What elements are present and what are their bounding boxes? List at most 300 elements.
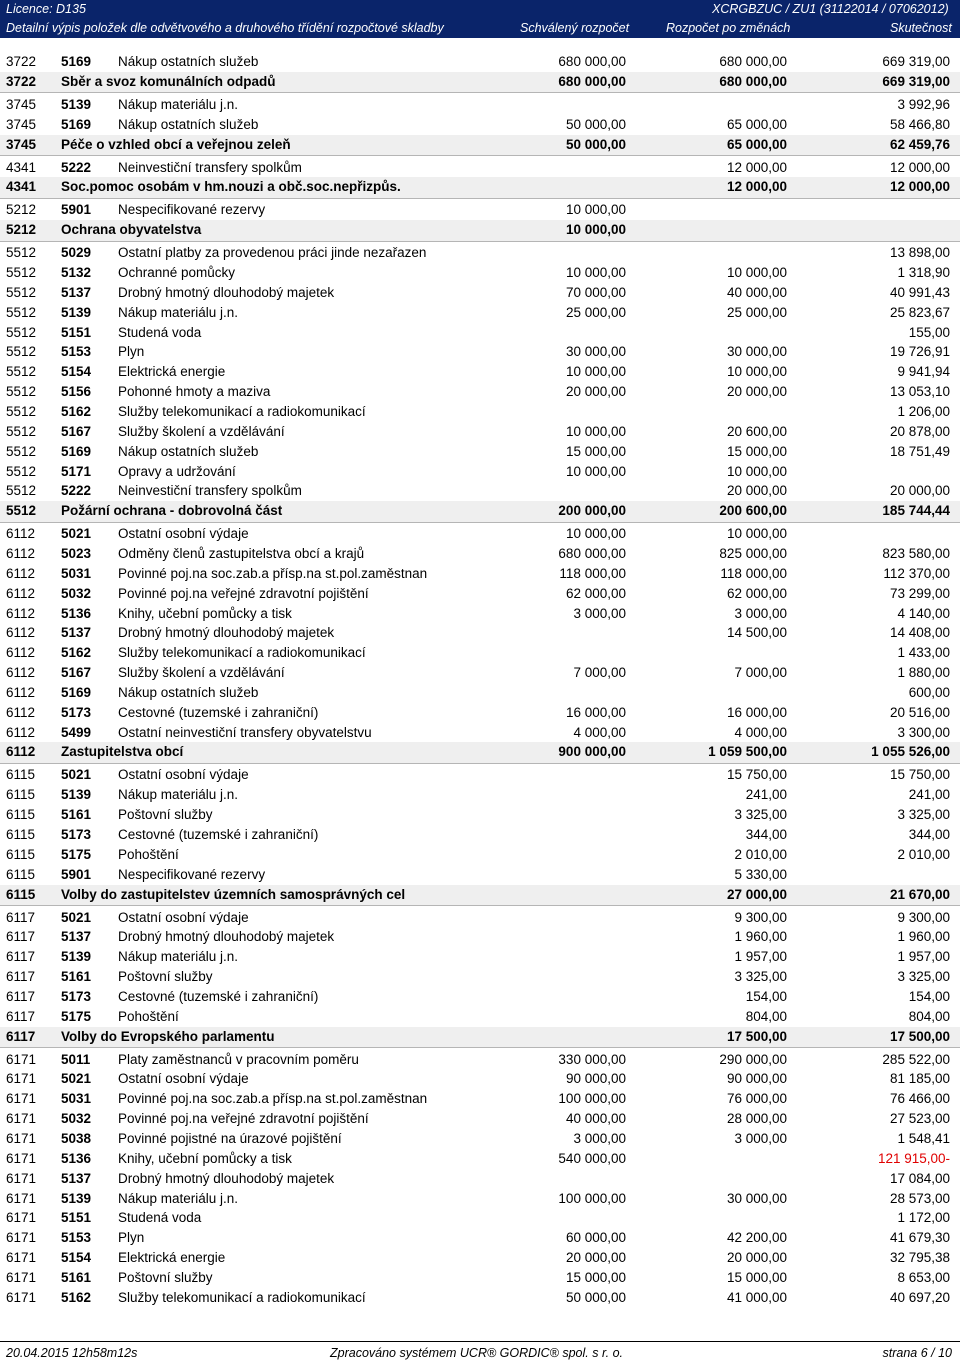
cell-name: Ostatní neinvestiční transfery obyvatelstvu — [118, 724, 372, 740]
cell-item-code: 5031 — [61, 565, 92, 581]
table-row — [0, 987, 960, 1007]
section-total-row — [0, 501, 960, 523]
cell-name: Zastupitelstva obcí — [61, 744, 184, 760]
cell-actual: 17 500,00 — [889, 1028, 950, 1044]
cell-paragraph: 6171 — [6, 1230, 37, 1246]
cell-name: Nákup materiálu j.n. — [118, 787, 239, 803]
cell-actual: 12 000,00 — [889, 159, 950, 175]
cell-name: Nákup materiálu j.n. — [118, 949, 239, 965]
cell-name: Soc.pomoc osobám v hm.nouzi a obč.soc.nepřizpůs. — [61, 179, 401, 195]
cell-name: Nákup ostatních služeb — [118, 443, 259, 459]
cell-revised: 5 330,00 — [734, 866, 787, 882]
table-row — [0, 683, 960, 703]
table-row — [0, 1069, 960, 1089]
cell-revised: 12 000,00 — [726, 179, 787, 195]
cell-actual: 1 960,00 — [897, 929, 950, 945]
cell-paragraph: 6117 — [6, 909, 36, 925]
cell-approved: 50 000,00 — [565, 136, 626, 152]
table-row — [0, 1288, 960, 1308]
table-row — [0, 382, 960, 402]
cell-actual: 1 548,41 — [897, 1130, 950, 1146]
cell-item-code: 5032 — [61, 1111, 92, 1127]
table-row — [0, 323, 960, 343]
cell-item-code: 5153 — [61, 1230, 92, 1246]
table-row — [0, 825, 960, 845]
cell-name: Povinné poj.na soc.zab.a přísp.na st.pol.zaměstnan — [118, 565, 428, 581]
cell-approved: 10 000,00 — [565, 526, 626, 542]
cell-paragraph: 6117 — [6, 949, 36, 965]
cell-actual: 20 878,00 — [889, 423, 950, 439]
cell-revised: 3 325,00 — [734, 969, 787, 985]
cell-name: Drobný hmotný dlouhodobý majetek — [118, 929, 335, 945]
cell-item-code: 5031 — [61, 1091, 92, 1107]
cell-item-code: 5901 — [61, 202, 92, 218]
cell-name: Opravy a udržování — [118, 463, 236, 479]
cell-item-code: 5222 — [61, 159, 92, 175]
cell-revised: 4 000,00 — [734, 724, 787, 740]
table-row — [0, 1189, 960, 1209]
cell-actual: 32 795,38 — [889, 1250, 950, 1266]
section-total-row — [0, 177, 960, 199]
cell-revised: 40 000,00 — [726, 284, 787, 300]
cell-revised: 76 000,00 — [726, 1091, 787, 1107]
table-row — [0, 158, 960, 178]
cell-actual: 18 751,49 — [889, 443, 950, 459]
cell-revised: 20 600,00 — [726, 423, 787, 439]
table-row — [0, 422, 960, 442]
cell-name: Povinné poj.na veřejné zdravotní pojištění — [118, 1111, 369, 1127]
cell-revised: 27 000,00 — [726, 886, 787, 902]
cell-item-code: 5137 — [61, 284, 92, 300]
cell-revised: 680 000,00 — [719, 54, 787, 69]
cell-item-code: 5167 — [61, 423, 92, 439]
cell-item-code: 5171 — [61, 463, 92, 479]
table-row — [0, 303, 960, 323]
cell-item-code: 5032 — [61, 585, 92, 601]
cell-approved: 330 000,00 — [558, 1051, 626, 1067]
cell-actual: 600,00 — [908, 684, 950, 700]
cell-revised: 3 000,00 — [734, 1130, 787, 1146]
cell-item-code: 5161 — [61, 1269, 92, 1285]
cell-paragraph: 5512 — [6, 483, 37, 499]
cell-item-code: 5169 — [61, 443, 92, 459]
cell-approved: 15 000,00 — [565, 1269, 626, 1285]
cell-paragraph: 5512 — [6, 503, 37, 519]
table-row — [0, 283, 960, 303]
cell-actual: 3 300,00 — [897, 724, 950, 740]
cell-name: Drobný hmotný dlouhodobý majetek — [118, 625, 335, 641]
cell-paragraph: 6115 — [6, 846, 36, 862]
report-footer — [0, 1341, 960, 1363]
cell-item-code: 5021 — [61, 526, 92, 542]
cell-revised: 30 000,00 — [726, 344, 787, 360]
cell-item-code: 5029 — [61, 245, 92, 261]
cell-paragraph: 3745 — [6, 136, 37, 152]
cell-actual: 21 670,00 — [889, 886, 950, 902]
cell-name: Nákup materiálu j.n. — [118, 304, 239, 320]
cell-approved: 100 000,00 — [558, 1190, 626, 1206]
cell-name: Nákup materiálu j.n. — [118, 96, 239, 112]
cell-actual: 155,00 — [908, 324, 950, 340]
cell-name: Ochrana obyvatelstva — [61, 222, 202, 238]
cell-paragraph: 6112 — [6, 724, 36, 740]
cell-item-code: 5021 — [61, 909, 92, 925]
cell-revised: 15 750,00 — [726, 767, 787, 783]
cell-paragraph: 6115 — [6, 886, 36, 902]
cell-paragraph: 5512 — [6, 344, 37, 360]
cell-item-code: 5162 — [61, 645, 92, 661]
cell-name: Povinné pojistné na úrazové pojištění — [118, 1130, 342, 1146]
cell-name: Sběr a svoz komunálních odpadů — [61, 73, 276, 89]
cell-name: Nákup ostatních služeb — [118, 116, 259, 132]
cell-name: Pohoštění — [118, 1008, 179, 1024]
cell-name: Volby do zastupitelstev územních samosprávných cel — [61, 886, 406, 902]
cell-actual: 41 679,30 — [889, 1230, 950, 1246]
cell-actual: 1 172,00 — [897, 1210, 950, 1226]
cell-actual: 2 010,00 — [897, 846, 950, 862]
cell-revised: 9 300,00 — [734, 909, 787, 925]
cell-approved: 900 000,00 — [558, 744, 626, 760]
table-row — [0, 1208, 960, 1228]
cell-revised: 344,00 — [745, 827, 787, 842]
cell-paragraph: 3722 — [6, 73, 37, 89]
cell-paragraph: 3745 — [6, 96, 37, 112]
cell-actual: 3 325,00 — [897, 807, 950, 823]
table-row — [0, 462, 960, 482]
cell-item-code: 5023 — [61, 546, 92, 562]
cell-approved: 20 000,00 — [565, 1250, 626, 1266]
cell-approved: 200 000,00 — [558, 503, 626, 519]
table-row — [0, 544, 960, 564]
cell-revised: 1 960,00 — [734, 929, 787, 945]
section-total-row — [0, 742, 960, 764]
table-row — [0, 1129, 960, 1149]
cell-revised: 10 000,00 — [726, 463, 787, 479]
cell-approved: 118 000,00 — [559, 565, 626, 581]
cell-actual: 81 185,00 — [889, 1071, 950, 1087]
cell-paragraph: 6115 — [6, 807, 36, 823]
cell-paragraph: 6115 — [6, 827, 36, 842]
table-row — [0, 908, 960, 928]
column-header-actual: Skutečnost — [890, 21, 952, 35]
cell-revised: 17 500,00 — [726, 1028, 787, 1044]
cell-revised: 3 325,00 — [734, 807, 787, 823]
cell-name: Studená voda — [118, 324, 202, 340]
table-row — [0, 805, 960, 825]
cell-paragraph: 5512 — [6, 265, 37, 281]
table-row — [0, 1109, 960, 1129]
cell-actual: 3 992,96 — [897, 96, 950, 112]
cell-name: Ostatní osobní výdaje — [118, 1071, 249, 1087]
cell-item-code: 5139 — [61, 96, 92, 112]
cell-paragraph: 6171 — [6, 1130, 37, 1146]
cell-actual: 12 000,00 — [889, 179, 950, 195]
cell-name: Plyn — [118, 1230, 145, 1246]
cell-name: Cestovné (tuzemské i zahraniční) — [118, 988, 319, 1004]
cell-paragraph: 6112 — [6, 744, 36, 760]
cell-revised: 15 000,00 — [726, 1269, 787, 1285]
cell-actual: 25 823,67 — [889, 304, 950, 320]
section-total-row — [0, 885, 960, 907]
cell-revised: 2 010,00 — [734, 846, 787, 862]
table-row — [0, 564, 960, 584]
cell-item-code: 5162 — [61, 1289, 92, 1305]
cell-name: Pohoštění — [118, 846, 179, 862]
cell-revised: 118 000,00 — [720, 565, 787, 581]
table-row — [0, 524, 960, 544]
cell-item-code: 5153 — [61, 344, 92, 360]
table-row — [0, 362, 960, 382]
cell-item-code: 5011 — [61, 1051, 91, 1067]
footer-page-number: strana 6 / 10 — [882, 1346, 952, 1360]
cell-paragraph: 6117 — [6, 929, 36, 945]
cell-name: Plyn — [118, 344, 145, 360]
cell-revised: 200 600,00 — [719, 503, 787, 519]
table-row — [0, 1149, 960, 1169]
cell-paragraph: 6171 — [6, 1150, 37, 1166]
table-row — [0, 442, 960, 462]
cell-name: Drobný hmotný dlouhodobý majetek — [118, 284, 335, 300]
cell-item-code: 5175 — [61, 1008, 92, 1024]
cell-actual: 9 300,00 — [897, 909, 950, 925]
cell-paragraph: 5512 — [6, 384, 37, 400]
cell-paragraph: 6171 — [6, 1269, 37, 1285]
cell-actual: 1 055 526,00 — [871, 744, 950, 760]
cell-approved: 60 000,00 — [565, 1230, 626, 1246]
cell-revised: 3 000,00 — [734, 605, 787, 621]
cell-actual: 3 325,00 — [897, 969, 950, 985]
cell-name: Drobný hmotný dlouhodobý majetek — [118, 1170, 335, 1186]
cell-item-code: 5139 — [61, 949, 92, 965]
cell-paragraph: 6171 — [6, 1111, 37, 1127]
cell-name: Péče o vzhled obcí a veřejnou zeleň — [61, 136, 291, 152]
cell-approved: 15 000,00 — [565, 443, 626, 459]
cell-approved: 10 000,00 — [565, 364, 626, 380]
cell-name: Neinvestiční transfery spolkům — [118, 159, 302, 175]
table-row — [0, 1007, 960, 1027]
cell-item-code: 5139 — [61, 304, 92, 320]
table-row — [0, 1169, 960, 1189]
cell-revised: 65 000,00 — [726, 116, 787, 132]
report-code: XCRGBZUC / ZU1 (31122014 / 07062012) — [712, 2, 949, 16]
cell-name: Služby školení a vzdělávání — [118, 423, 285, 439]
cell-revised: 804,00 — [745, 1008, 787, 1024]
report-header — [0, 0, 960, 38]
cell-item-code: 5169 — [61, 684, 92, 700]
cell-paragraph: 6117 — [6, 1008, 36, 1024]
cell-actual: 154,00 — [908, 988, 950, 1004]
cell-revised: 90 000,00 — [726, 1071, 787, 1087]
cell-approved: 50 000,00 — [565, 116, 626, 132]
cell-paragraph: 6171 — [6, 1289, 37, 1305]
cell-paragraph: 3745 — [6, 116, 37, 132]
budget-table — [0, 52, 960, 1308]
column-header-approved: Schválený rozpočet — [520, 21, 630, 35]
cell-name: Elektrická energie — [118, 364, 226, 380]
cell-revised: 20 000,00 — [726, 483, 787, 499]
cell-actual: 73 299,00 — [889, 585, 950, 601]
cell-paragraph: 6171 — [6, 1250, 37, 1266]
footer-processed-by: Zpracováno systémem UCR® GORDIC® spol. s r. o. — [330, 1346, 624, 1360]
cell-paragraph: 6117 — [6, 988, 36, 1004]
cell-name: Volby do Evropského parlamentu — [61, 1028, 275, 1044]
cell-approved: 4 000,00 — [573, 724, 626, 740]
cell-approved: 30 000,00 — [565, 344, 626, 360]
cell-item-code: 5173 — [61, 988, 92, 1004]
cell-item-code: 5173 — [61, 827, 92, 842]
table-row — [0, 947, 960, 967]
cell-paragraph: 6112 — [6, 704, 36, 720]
cell-actual: 40 697,20 — [889, 1289, 950, 1305]
cell-actual: 76 466,00 — [889, 1091, 950, 1107]
cell-item-code: 5139 — [61, 1190, 92, 1206]
cell-actual: 669 319,00 — [882, 54, 950, 69]
cell-name: Elektrická energie — [118, 1250, 226, 1266]
cell-approved: 3 000,00 — [573, 605, 626, 621]
cell-paragraph: 5512 — [6, 403, 37, 419]
cell-item-code: 5137 — [61, 625, 92, 641]
cell-approved: 40 000,00 — [565, 1111, 626, 1127]
cell-revised: 10 000,00 — [726, 526, 787, 542]
cell-name: Odměny členů zastupitelstva obcí a krajů — [118, 546, 365, 562]
table-row — [0, 1268, 960, 1288]
cell-actual: 669 319,00 — [882, 73, 950, 89]
cell-actual: 13 053,10 — [889, 384, 950, 400]
cell-item-code: 5901 — [61, 866, 92, 882]
cell-paragraph: 6112 — [6, 645, 36, 661]
cell-approved: 16 000,00 — [565, 704, 626, 720]
table-row — [0, 243, 960, 263]
cell-approved: 10 000,00 — [565, 463, 626, 479]
cell-approved: 10 000,00 — [565, 423, 626, 439]
cell-name: Požární ochrana - dobrovolná část — [61, 503, 283, 519]
cell-actual: 8 653,00 — [897, 1269, 950, 1285]
cell-actual: 15 750,00 — [889, 767, 950, 783]
cell-paragraph: 6117 — [6, 969, 36, 985]
cell-paragraph: 5512 — [6, 443, 37, 459]
cell-paragraph: 6171 — [6, 1071, 37, 1087]
cell-name: Nákup ostatních služeb — [118, 684, 259, 700]
cell-approved: 10 000,00 — [565, 265, 626, 281]
cell-approved: 90 000,00 — [565, 1071, 626, 1087]
cell-paragraph: 6112 — [6, 684, 36, 700]
cell-name: Nákup materiálu j.n. — [118, 1190, 239, 1206]
cell-approved: 680 000,00 — [558, 73, 626, 89]
cell-actual: 804,00 — [908, 1008, 950, 1024]
licence-label: Licence: D135 — [6, 2, 86, 16]
cell-name: Knihy, učební pomůcky a tisk — [118, 1150, 292, 1166]
cell-paragraph: 6112 — [6, 526, 36, 542]
cell-item-code: 5169 — [61, 54, 92, 69]
cell-item-code: 5167 — [61, 665, 92, 681]
cell-revised: 25 000,00 — [726, 304, 787, 320]
cell-paragraph: 6117 — [6, 1028, 36, 1044]
table-row — [0, 723, 960, 743]
cell-approved: 100 000,00 — [558, 1091, 626, 1107]
table-row — [0, 663, 960, 683]
cell-revised: 62 000,00 — [726, 585, 787, 601]
cell-item-code: 5154 — [61, 364, 92, 380]
cell-approved: 62 000,00 — [565, 585, 626, 601]
cell-paragraph: 5512 — [6, 284, 37, 300]
table-row — [0, 703, 960, 723]
cell-revised: 20 000,00 — [726, 1250, 787, 1266]
cell-name: Cestovné (tuzemské i zahraniční) — [118, 827, 319, 842]
cell-item-code: 5173 — [61, 704, 92, 720]
cell-revised: 30 000,00 — [726, 1190, 787, 1206]
cell-paragraph: 5512 — [6, 245, 37, 261]
section-total-row — [0, 135, 960, 157]
cell-approved: 680 000,00 — [558, 54, 626, 69]
cell-paragraph: 6112 — [6, 565, 36, 581]
table-row — [0, 643, 960, 663]
table-row — [0, 481, 960, 501]
table-row — [0, 765, 960, 785]
cell-paragraph: 6112 — [6, 546, 36, 562]
cell-paragraph: 6112 — [6, 585, 36, 601]
table-row — [0, 623, 960, 643]
cell-approved: 50 000,00 — [565, 1289, 626, 1305]
cell-actual: 27 523,00 — [889, 1111, 950, 1127]
section-total-row — [0, 1027, 960, 1049]
footer-timestamp: 20.04.2015 12h58m12s — [6, 1346, 138, 1360]
cell-name: Nákup ostatních služeb — [118, 54, 259, 69]
table-row — [0, 95, 960, 115]
cell-actual: 14 408,00 — [889, 625, 950, 641]
cell-actual: 112 370,00 — [883, 565, 950, 581]
table-row — [0, 402, 960, 422]
cell-revised: 1 957,00 — [734, 949, 787, 965]
cell-item-code: 5021 — [61, 767, 92, 783]
table-row — [0, 1248, 960, 1268]
cell-item-code: 5162 — [61, 403, 92, 419]
cell-revised: 15 000,00 — [726, 443, 787, 459]
cell-name: Ostatní platby za provedenou práci jinde nezařazen — [118, 245, 427, 261]
cell-item-code: 5151 — [61, 1210, 92, 1226]
cell-actual: 17 084,00 — [889, 1170, 950, 1186]
cell-approved: 540 000,00 — [558, 1150, 626, 1166]
cell-name: Ostatní osobní výdaje — [118, 526, 249, 542]
cell-actual: 20 000,00 — [889, 483, 950, 499]
cell-item-code: 5151 — [61, 324, 92, 340]
table-row — [0, 1228, 960, 1248]
cell-item-code: 5154 — [61, 1250, 92, 1266]
cell-actual: 1 318,90 — [897, 265, 950, 281]
cell-approved: 7 000,00 — [573, 665, 626, 681]
cell-paragraph: 6171 — [6, 1190, 37, 1206]
cell-item-code: 5156 — [61, 384, 92, 400]
cell-revised: 680 000,00 — [719, 73, 787, 89]
table-row — [0, 845, 960, 865]
cell-paragraph: 6112 — [6, 665, 36, 681]
cell-actual: 1 957,00 — [897, 949, 950, 965]
cell-item-code: 5137 — [61, 1170, 92, 1186]
cell-item-code: 5161 — [61, 969, 92, 985]
cell-revised: 14 500,00 — [726, 625, 787, 641]
cell-paragraph: 6171 — [6, 1091, 37, 1107]
table-row — [0, 1050, 960, 1070]
table-row — [0, 967, 960, 987]
cell-actual: 285 522,00 — [882, 1051, 950, 1067]
cell-name: Služby telekomunikací a radiokomunikací — [118, 403, 366, 419]
cell-actual: 1 880,00 — [897, 665, 950, 681]
cell-revised: 290 000,00 — [719, 1051, 787, 1067]
cell-actual: 40 991,43 — [889, 284, 950, 300]
table-row — [0, 263, 960, 283]
cell-approved: 10 000,00 — [565, 222, 626, 238]
cell-actual: 121 915,00- — [877, 1150, 950, 1166]
cell-approved: 10 000,00 — [565, 202, 626, 218]
